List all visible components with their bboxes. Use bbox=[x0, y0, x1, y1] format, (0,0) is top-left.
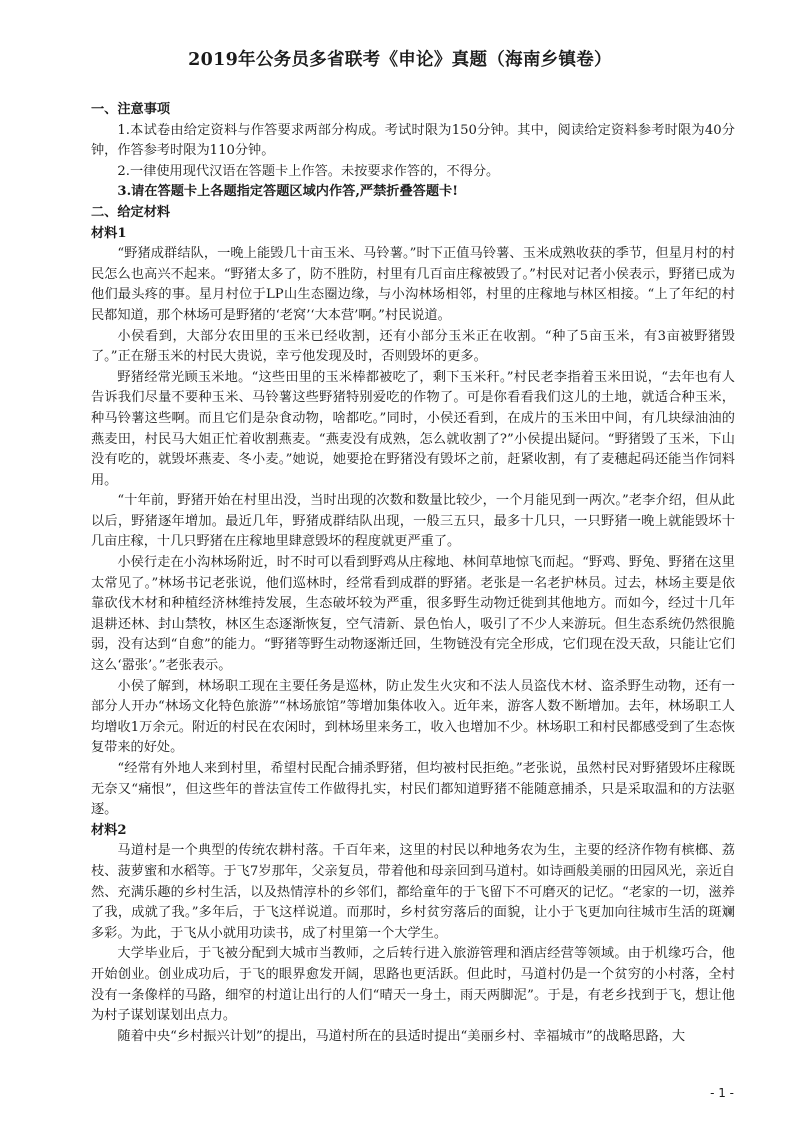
material2-heading: 材料2 bbox=[91, 822, 127, 838]
material2-paragraph: 随着中央“乡村振兴计划”的提出，马道村所在的县适时提出“美丽乡村、幸福城市”的战略思路，大 bbox=[117, 1028, 686, 1044]
document-title: 2019年公务员多省联考《申论》真题（海南乡镇卷） bbox=[188, 50, 612, 70]
material1-paragraph: “经常有外地人来到村里，希望村民配合捕杀野猪，但均被村民拒绝。”老张说，虽然村民对野猪毁坏庄稼既无奈又“痛恨”，但这些年的普法宣传工作做得扎实，村民们都知道野猪不能随意捕杀，只是采取温和的方法驱逐。 bbox=[91, 761, 735, 818]
material1-paragraph: “野猪成群结队，一晚上能毁几十亩玉米、马铃薯。”时下正值马铃薯、玉米成熟收获的季节，但星月村的村民怎么也高兴不起来。“野猪太多了，防不胜防，村里有几百亩庄稼被毁了。”村民对记者小侯表示，野猪已成为他们最头疼的事。星月村位于LP山生态圈边缘，与小沟林场相邻，村里的庄稼地与林区相接。“上了年纪的村民都知道，那个林场可是野猪的‘老窝’‘大本营’啊。”村民说道。 bbox=[91, 246, 735, 323]
material1-paragraph: 小侯行走在小沟林场附近，时不时可以看到野鸡从庄稼地、林间草地惊飞而起。“野鸡、野兔、野猪在这里太常见了。”林场书记老张说，他们巡林时，经常看到成群的野猪。老张是一名老护林员。过去，林场主要是依靠砍伐木材和种植经济林维持发展，生态破坏较为严重，很多野生动物迁徙到其他地方。而如今，经过十几年退耕还林、封山禁牧，林区生态逐渐恢复，空气清新、景色怡人，吸引了不少人来游玩。但生态系统仍然很脆弱，没有达到“自愈”的能力。“野猪等野生动物逐渐迁回，生物链没有完全形成，它们现在没天敌，只能让它们这么‘嚣张’。”老张表示。 bbox=[91, 555, 735, 674]
document-body bbox=[91, 100, 735, 1047]
notice-item: 2.一律使用现代汉语在答题卡上作答。未按要求作答的，不得分。 bbox=[117, 163, 500, 179]
material1-paragraph: 小侯看到，大部分农田里的玉米已经收割，还有小部分玉米正在收割。“种了5亩玉米，有3亩被野猪毁了。”正在掰玉米的村民大贵说，幸亏他发现及时，否则毁坏的更多。 bbox=[91, 328, 735, 365]
page-number: - 1 - bbox=[710, 1086, 734, 1100]
material2-paragraph: 大学毕业后，于飞被分配到大城市当教师，之后转行进入旅游管理和酒店经营等领域。由于机缘巧合，他开始创业。创业成功后，于飞的眼界愈发开阔，思路也更活跃。但此时，马道村仍是一个贫穷的小村落，全村没有一条像样的马路，细窄的村道让出行的人们“晴天一身土，雨天两脚泥”。于是，有老乡找到于飞，想让他为村子谋划谋划出点力。 bbox=[91, 946, 735, 1024]
notice-item: 3.请在答题卡上各题指定答题区域内作答,严禁折叠答题卡! bbox=[117, 184, 459, 200]
material2-paragraph: 马道村是一个典型的传统农耕村落。千百年来，这里的村民以种地务农为生，主要的经济作物有槟榔、荔枝、菠萝蜜和水稻等。于飞7岁那年，父亲复员，带着他和母亲回到马道村。如诗画般美丽的田园风光，亲近自然、充满乐趣的乡村生活，以及热情淳朴的乡邻们，都给童年的于飞留下不可磨灭的记忆。“老家的一切，滋养了我，成就了我。”多年后，于飞这样说道。而那时，乡村贫穷落后的面貌，让小于飞更加向往城市生活的斑斓多彩。为此，于飞从小就用功读书，成了村里第一个大学生。 bbox=[91, 843, 735, 941]
material1-paragraph: “十年前，野猪开始在村里出没，当时出现的次数和数量比较少，一个月能见到一两次。”老李介绍，但从此以后，野猪逐年增加。最近几年，野猪成群结队出现，一般三五只，最多十几只，一只野猪一晚上就能毁坏十几亩庄稼，十几只野猪在庄稼地里肆意毁坏的程度就更严重了。 bbox=[91, 493, 735, 550]
materials-heading: 二、给定材料 bbox=[91, 204, 171, 220]
notice-item: 1.本试卷由给定资料与作答要求两部分构成。考试时限为150分钟。其中，阅读给定资料参考时限为40分钟，作答参考时限为110分钟。 bbox=[91, 122, 735, 159]
material1-heading: 材料1 bbox=[91, 225, 127, 241]
notice-heading: 一、注意事项 bbox=[91, 102, 171, 117]
material1-paragraph: 小侯了解到，林场职工现在主要任务是巡林，防止发生火灾和不法人员盗伐木材、盗杀野生动物，还有一部分人开办“林场文化特色旅游”“林场旅馆”等增加集体收入。近年来，游客人数不断增加。去年，林场职工人均增收1万余元。附近的村民在农闲时，到林场里来务工，收入也增加不少。林场职工和村民都感受到了生态恢复带来的好处。 bbox=[91, 678, 735, 756]
material1-paragraph: 野猪经常光顾玉米地。“这些田里的玉米棒都被吃了，剩下玉米秆。”村民老李指着玉米田说，“去年也有人告诉我们尽量不要种玉米、马铃薯这些野猪特别爱吃的作物了。可是你看看我们这儿的土地，就适合种玉米，种马铃薯这些啊。而且它们是杂食动物，啥都吃。”同时，小侯还看到，在成片的玉米田中间，有几块绿油油的燕麦田，村民马大姐正忙着收割燕麦。“燕麦没有成熟，怎么就收割了?”小侯提出疑问。“野猪毁了玉米，下山没有吃的，就毁坏燕麦、冬小麦。”她说，她要抢在野猪没有毁坏之前，赶紧收割，有了麦穗起码还能当作饲料用。 bbox=[91, 369, 735, 488]
